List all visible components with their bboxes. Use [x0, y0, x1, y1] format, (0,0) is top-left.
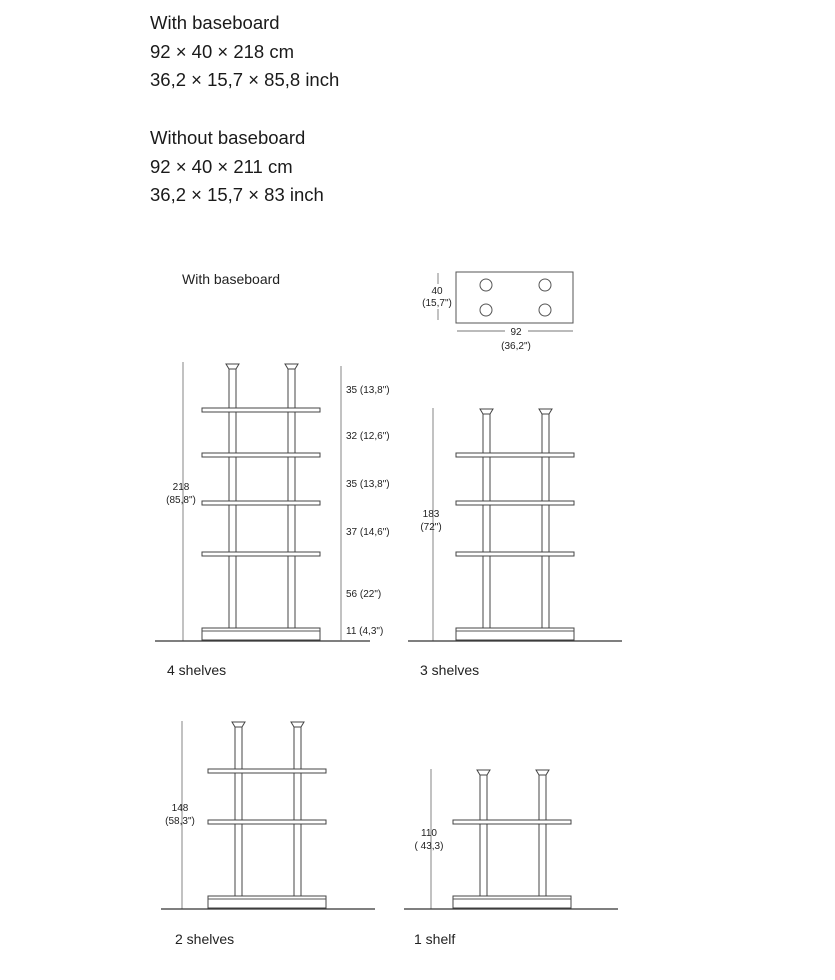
shelf	[202, 552, 320, 556]
spec-metric: 92 × 40 × 211 cm	[150, 155, 293, 177]
caption: 3 shelves	[420, 662, 480, 678]
shelf	[202, 408, 320, 412]
bookcase-2-shelves	[161, 721, 375, 947]
post-cap	[477, 770, 490, 775]
shelf	[202, 501, 320, 505]
height-in: (58,3")	[165, 816, 195, 827]
post-cap	[480, 409, 493, 414]
gap-label: 35 (13,8")	[346, 479, 390, 490]
shelf	[453, 820, 571, 824]
baseboard	[202, 628, 320, 640]
baseboard	[453, 896, 571, 908]
post-circle	[480, 279, 492, 291]
post-cap	[232, 722, 245, 727]
gap-label: 35 (13,8")	[346, 385, 390, 396]
post	[542, 413, 549, 628]
height-cm: 148	[171, 803, 189, 814]
caption: 2 shelves	[175, 931, 235, 947]
shelf	[456, 453, 574, 457]
post-cap	[291, 722, 304, 727]
spec-metric: 92 × 40 × 218 cm	[150, 40, 294, 62]
shelf	[202, 453, 320, 457]
top-view-outline	[456, 272, 573, 323]
diagram-section-label: With baseboard	[182, 271, 281, 287]
bookcase-1-shelf	[404, 769, 618, 947]
top-width-in: (36,2")	[501, 341, 531, 352]
top-depth-in: (15,7")	[422, 298, 452, 309]
post-cap	[226, 364, 239, 369]
post-circle	[539, 279, 551, 291]
height-cm: 183	[422, 509, 440, 520]
shelf	[208, 820, 326, 824]
post	[235, 726, 242, 896]
gap-label: 56 (22")	[346, 589, 382, 600]
post	[229, 368, 236, 628]
baseboard	[208, 896, 326, 908]
shelf	[456, 552, 574, 556]
top-depth-cm: 40	[431, 286, 443, 297]
top-width-cm: 92	[510, 327, 522, 338]
caption: 4 shelves	[167, 662, 227, 678]
post	[483, 413, 490, 628]
post	[539, 774, 546, 896]
top-view	[422, 272, 573, 352]
height-cm: 218	[172, 482, 190, 493]
post-cap	[285, 364, 298, 369]
shelf	[208, 769, 326, 773]
gap-label: 32 (12,6")	[346, 431, 390, 442]
bookcase-3-shelves	[408, 408, 622, 678]
height-in: ( 43,3)	[414, 841, 444, 852]
post-cap	[539, 409, 552, 414]
post	[480, 774, 487, 896]
spec-title: Without baseboard	[150, 127, 306, 148]
gap-label: 11 (4,3")	[346, 626, 384, 637]
height-in: (85,8")	[166, 495, 196, 506]
spec-imperial: 36,2 × 15,7 × 85,8 inch	[150, 69, 340, 90]
baseboard	[456, 628, 574, 640]
spec-imperial: 36,2 × 15,7 × 83 inch	[150, 184, 324, 205]
post-cap	[536, 770, 549, 775]
post-circle	[480, 304, 492, 316]
post-circle	[539, 304, 551, 316]
height-cm: 110	[421, 828, 437, 839]
gap-label: 37 (14,6")	[346, 527, 390, 538]
caption: 1 shelf	[414, 931, 456, 947]
shelf	[456, 501, 574, 505]
bookcase-4-shelves	[155, 362, 390, 678]
post	[294, 726, 301, 896]
post	[288, 368, 295, 628]
height-in: (72")	[420, 522, 442, 533]
spec-title: With baseboard	[150, 12, 280, 33]
